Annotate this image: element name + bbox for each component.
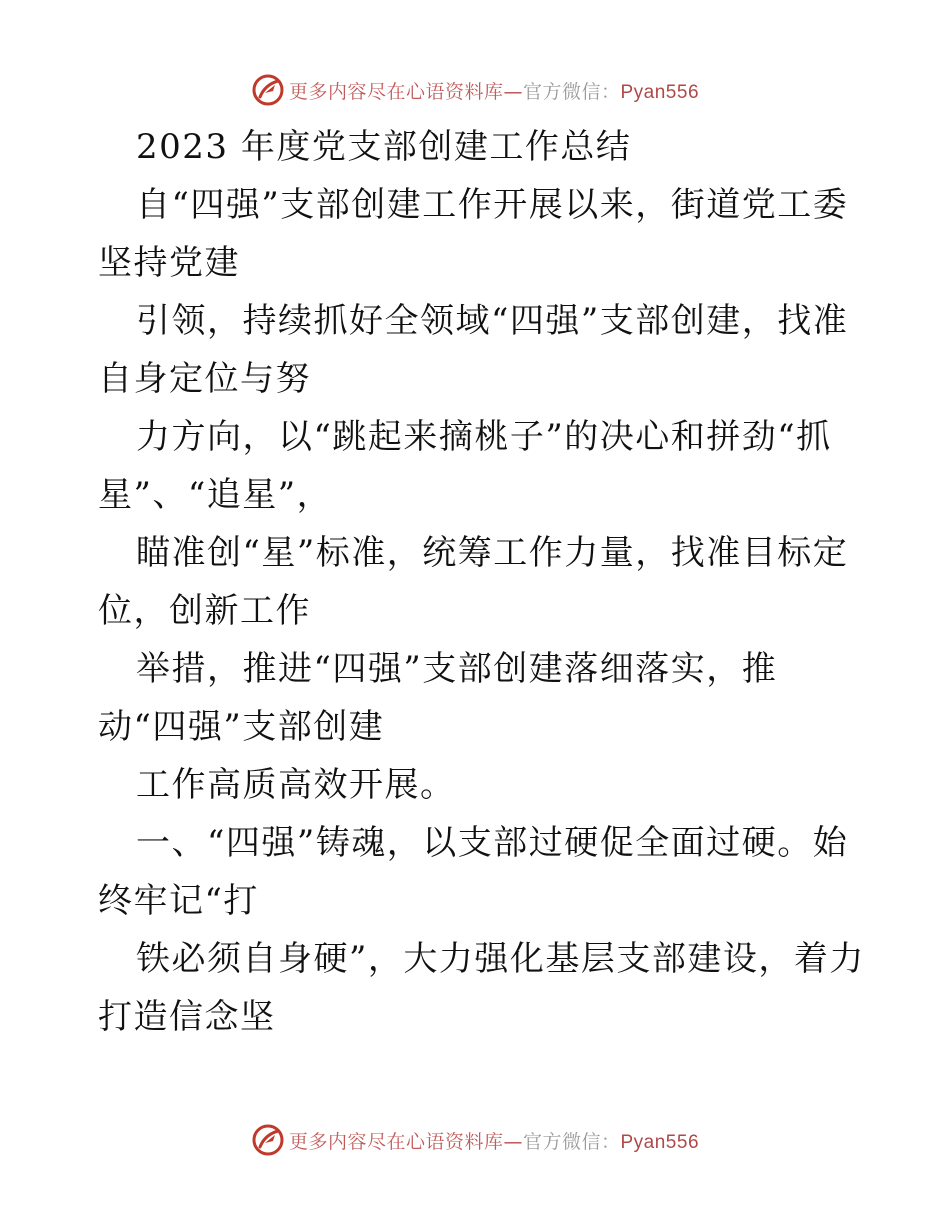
banner-dash: — (503, 1130, 523, 1153)
banner-site-text: 更多内容尽在心语资料库 (288, 1130, 504, 1153)
document-title: 2023 年度党支部创建工作总结 (136, 127, 632, 167)
pen-swirl-logo-icon (251, 1123, 285, 1157)
paragraph-line: 自身定位与努 (98, 359, 311, 399)
paragraph-line: 引领，持续抓好全领域“四强”支部创建，找准 (136, 301, 849, 341)
banner-wechat-label: 官方微信： (522, 80, 621, 103)
banner-dash: — (503, 80, 523, 103)
banner-wechat-label: 官方微信： (522, 1130, 621, 1153)
banner-wechat-id: Pyan556 (620, 1131, 700, 1153)
banner-text (289, 1127, 699, 1154)
paragraph-line: 终牢记“打 (98, 881, 259, 921)
paragraph-line: 动“四强”支部创建 (98, 707, 385, 747)
header-banner (0, 70, 950, 110)
document-body (98, 118, 865, 1046)
paragraph-line: 力方向，以“跳起来摘桃子”的决心和拼劲“抓 (136, 417, 832, 457)
paragraph-line: 瞄准创“星”标准，统筹工作力量，找准目标定 (136, 533, 849, 573)
paragraph-line: 位，创新工作 (98, 591, 311, 631)
paragraph-line: 星”、“追星”， (98, 475, 333, 515)
paragraph-line: 坚持党建 (98, 243, 240, 283)
paragraph-line: 举措，推进“四强”支部创建落细落实，推 (136, 649, 778, 689)
pen-swirl-logo-icon (251, 73, 285, 107)
banner-wechat-id: Pyan556 (620, 81, 700, 103)
paragraph-line: 打造信念坚 (98, 997, 276, 1037)
section-heading-line: 一、“四强”铸魂，以支部过硬促全面过硬。始 (136, 823, 849, 863)
paragraph-line: 铁必须自身硬”，大力强化基层支部建设，着力 (136, 939, 865, 979)
paragraph-line: 自“四强”支部创建工作开展以来，街道党工委 (136, 185, 849, 225)
paragraph-line: 工作高质高效开展。 (136, 765, 456, 805)
banner-site-text: 更多内容尽在心语资料库 (288, 80, 504, 103)
footer-banner (0, 1120, 950, 1160)
banner-text (289, 77, 699, 104)
